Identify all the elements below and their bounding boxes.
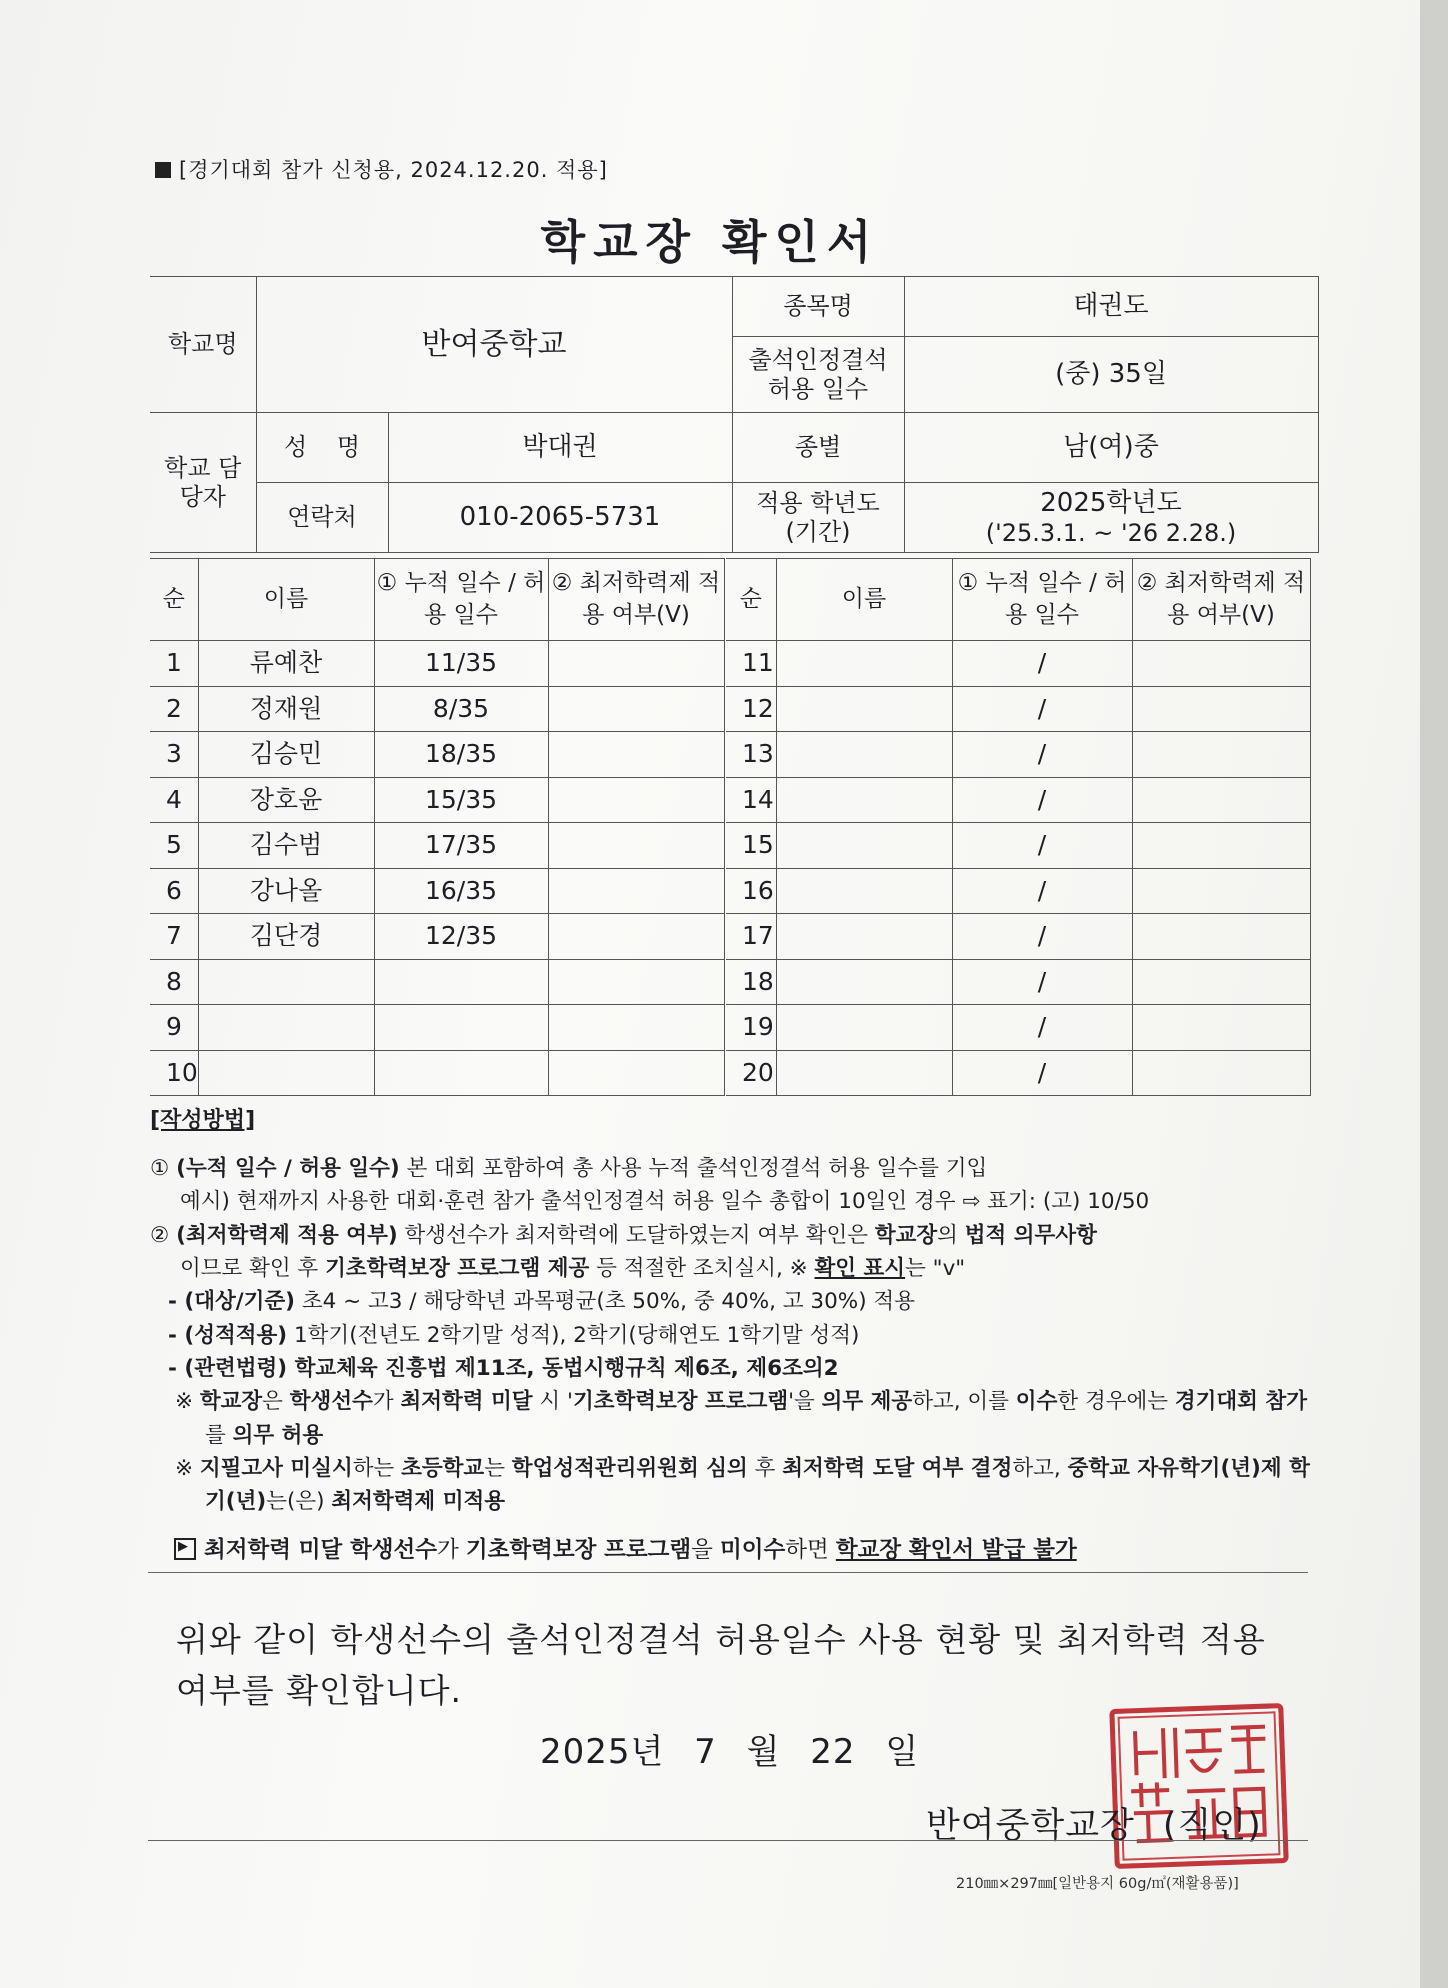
student-days: 18/35 xyxy=(374,732,548,778)
student-days: 8/35 xyxy=(374,686,548,732)
student-name: 정재원 xyxy=(198,686,374,732)
manager-name-label: 성 명 xyxy=(256,413,388,483)
student-row xyxy=(726,1005,1310,1051)
student-days: / xyxy=(952,686,1132,732)
instruction-1-example: 예시) 현재까지 사용한 대회·훈련 참가 출석인정결석 허용 일수 총합이 10일인 경우 ⇨ 표기: (고) 10/50 xyxy=(180,1189,1150,1215)
student-minimum-check xyxy=(1132,823,1310,869)
student-row xyxy=(726,777,1310,823)
student-table-left xyxy=(150,558,725,1096)
paper-spec: 210㎜×297㎜[일반용지 60g/㎡(재활용품)] xyxy=(956,1876,1239,1892)
square-bullet-icon xyxy=(155,162,171,178)
student-days: 12/35 xyxy=(374,914,548,960)
form-version-note: [경기대회 참가 신청용, 2024.12.20. 적용] xyxy=(155,154,608,184)
criteria-grades: - (성적적용) 1학기(전년도 2학기말 성적), 2학기(당해연도 1학기말 성적) xyxy=(168,1322,860,1348)
col-header-no: 순 xyxy=(150,559,198,641)
student-no: 5 xyxy=(150,823,198,869)
absence-days-label: 출석인정결석 허용 일수 xyxy=(732,337,904,413)
writing-instructions xyxy=(150,1104,1320,1567)
criteria-target: - (대상/기준) 초4 ~ 고3 / 해당학년 과목평균(초 50%, 중 40%, 고 30%) 적용 xyxy=(168,1289,915,1315)
student-row xyxy=(726,686,1310,732)
student-days: / xyxy=(952,959,1132,1005)
note-principal-duty: ※ 학교장은 학생선수가 최저학력 미달 시 '기초학력보장 프로그램'을 의무 제공하고, 이를 이수한 경우에는 경기대회 참가를 의무 허용 xyxy=(175,1389,1307,1448)
gender-value: 남(여)중 xyxy=(904,413,1318,483)
student-minimum-check xyxy=(548,686,724,732)
student-no: 14 xyxy=(726,777,776,823)
manager-label: 학교 담당자 xyxy=(150,413,256,553)
student-days: 17/35 xyxy=(374,823,548,869)
student-name xyxy=(198,1050,374,1096)
student-days: / xyxy=(952,914,1132,960)
student-row xyxy=(726,959,1310,1005)
student-name xyxy=(776,777,952,823)
student-name: 강나올 xyxy=(198,868,374,914)
instruction-1: ① (누적 일수 / 허용 일수) 본 대회 포함하여 총 사용 누적 출석인정결석 허용 일수를 기입 xyxy=(150,1156,988,1182)
student-name xyxy=(776,641,952,687)
student-no: 8 xyxy=(150,959,198,1005)
student-no: 13 xyxy=(726,732,776,778)
student-days: / xyxy=(952,1050,1132,1096)
student-row xyxy=(726,1050,1310,1096)
student-name xyxy=(776,732,952,778)
student-row xyxy=(726,641,1310,687)
student-row xyxy=(726,914,1310,960)
sport-label: 종목명 xyxy=(732,277,904,337)
col-header-days: ① 누적 일수 / 허용 일수 xyxy=(952,559,1132,641)
divider xyxy=(148,1572,1308,1573)
student-no: 18 xyxy=(726,959,776,1005)
student-row xyxy=(150,868,724,914)
school-year-value: 2025학년도 xyxy=(1040,487,1182,518)
instruction-2-cont: 이므로 확인 후 기초학력보장 프로그램 제공 등 적절한 조치실시, ※ 확인 표시는 "v" xyxy=(180,1256,966,1282)
student-no: 10 xyxy=(150,1050,198,1096)
school-name-label: 학교명 xyxy=(150,277,256,413)
school-year-cell xyxy=(904,483,1318,553)
student-row xyxy=(150,732,724,778)
student-row xyxy=(150,1005,724,1051)
student-minimum-check xyxy=(548,732,724,778)
confirmation-statement: 위와 같이 학생선수의 출석인정결석 허용일수 사용 현황 및 최저학력 적용 여부를 확인합니다. xyxy=(176,1620,1266,1711)
student-name xyxy=(776,823,952,869)
student-no: 3 xyxy=(150,732,198,778)
student-name: 장호윤 xyxy=(198,777,374,823)
absence-days-value: (중) 35일 xyxy=(904,337,1318,413)
student-minimum-check xyxy=(1132,641,1310,687)
instructions-title: [작성방법] xyxy=(150,1108,256,1133)
student-row xyxy=(150,823,724,869)
manager-name-value: 박대권 xyxy=(388,413,732,483)
student-days: 16/35 xyxy=(374,868,548,914)
student-row xyxy=(150,686,724,732)
student-days: 15/35 xyxy=(374,777,548,823)
student-minimum-check xyxy=(1132,959,1310,1005)
student-minimum-check xyxy=(548,914,724,960)
student-minimum-check xyxy=(1132,686,1310,732)
student-minimum-check xyxy=(548,823,724,869)
student-row xyxy=(150,959,724,1005)
seal-note: (직인) xyxy=(1162,1806,1262,1846)
student-no: 11 xyxy=(726,641,776,687)
contact-value: 010-2065-5731 xyxy=(388,483,732,553)
student-no: 19 xyxy=(726,1005,776,1051)
student-name xyxy=(776,1005,952,1051)
student-minimum-check xyxy=(548,1050,724,1096)
student-name: 김수범 xyxy=(198,823,374,869)
student-no: 16 xyxy=(726,868,776,914)
student-no: 15 xyxy=(726,823,776,869)
student-name xyxy=(776,686,952,732)
student-minimum-check xyxy=(548,868,724,914)
student-row xyxy=(726,868,1310,914)
student-name xyxy=(776,868,952,914)
student-no: 4 xyxy=(150,777,198,823)
school-year-period: ('25.3.1. ~ '26 2.28.) xyxy=(985,518,1237,547)
school-year-label: 적용 학년도 (기간) xyxy=(732,483,904,553)
footer-divider xyxy=(148,1840,1308,1841)
student-days xyxy=(374,959,548,1005)
student-row xyxy=(726,823,1310,869)
student-minimum-check xyxy=(1132,914,1310,960)
student-days: / xyxy=(952,777,1132,823)
signer-name: 반여중학교장 xyxy=(926,1806,1135,1846)
student-no: 2 xyxy=(150,686,198,732)
student-name xyxy=(776,914,952,960)
issue-date: 2025년 7 월 22 일 xyxy=(540,1732,920,1772)
student-name xyxy=(776,959,952,1005)
student-row xyxy=(150,914,724,960)
school-name-value: 반여중학교 xyxy=(256,277,732,413)
student-days xyxy=(374,1050,548,1096)
final-warning: ▶최저학력 미달 학생선수가 기초학력보장 프로그램을 미이수하면 학교장 확인서 발급 불가 xyxy=(150,1533,1320,1568)
col-header-days: ① 누적 일수 / 허용 일수 xyxy=(374,559,548,641)
student-minimum-check xyxy=(548,959,724,1005)
sport-value: 태권도 xyxy=(904,277,1318,337)
student-row xyxy=(150,777,724,823)
note-elementary: ※ 지필고사 미실시하는 초등학교는 학업성적관리위원회 심의 후 최저학력 도달 여부 결정하고, 중학교 자유학기(년)제 학기(년)는(은) 최저학력제 미적용 xyxy=(175,1455,1310,1515)
student-name: 김승민 xyxy=(198,732,374,778)
instruction-2: ② (최저학력제 적용 여부) 학생선수가 최저학력에 도달하였는지 여부 확인은 학교장의 법적 의무사항 xyxy=(150,1222,1097,1248)
student-row xyxy=(150,1050,724,1096)
student-minimum-check xyxy=(1132,777,1310,823)
student-days: / xyxy=(952,868,1132,914)
criteria-laws: - (관련법령) 학교체육 진흥법 제11조, 동법시행규칙 제6조, 제6조의2 xyxy=(168,1355,839,1381)
document-title: 학교장 확인서 xyxy=(540,215,880,269)
student-no: 9 xyxy=(150,1005,198,1051)
student-days: / xyxy=(952,823,1132,869)
student-name: 류예찬 xyxy=(198,641,374,687)
student-minimum-check xyxy=(548,641,724,687)
col-header-no: 순 xyxy=(726,559,776,641)
student-minimum-check xyxy=(1132,868,1310,914)
student-no: 1 xyxy=(150,641,198,687)
student-days: / xyxy=(952,641,1132,687)
contact-label: 연락처 xyxy=(256,483,388,553)
student-table-right xyxy=(726,558,1311,1096)
col-header-minimum: ② 최저학력제 적용 여부(V) xyxy=(1132,559,1310,641)
arrow-box-icon xyxy=(174,1538,196,1560)
student-name xyxy=(198,959,374,1005)
student-name: 김단경 xyxy=(198,914,374,960)
student-name xyxy=(198,1005,374,1051)
student-row xyxy=(150,641,724,687)
student-no: 7 xyxy=(150,914,198,960)
student-name xyxy=(776,1050,952,1096)
student-days: / xyxy=(952,1005,1132,1051)
student-no: 6 xyxy=(150,868,198,914)
student-no: 17 xyxy=(726,914,776,960)
student-days xyxy=(374,1005,548,1051)
student-days: 11/35 xyxy=(374,641,548,687)
student-no: 12 xyxy=(726,686,776,732)
student-minimum-check xyxy=(1132,732,1310,778)
student-minimum-check xyxy=(548,1005,724,1051)
col-header-name: 이름 xyxy=(776,559,952,641)
student-minimum-check xyxy=(1132,1050,1310,1096)
student-no: 20 xyxy=(726,1050,776,1096)
col-header-name: 이름 xyxy=(198,559,374,641)
student-days: / xyxy=(952,732,1132,778)
school-info-table xyxy=(150,276,1319,553)
col-header-minimum: ② 최저학력제 적용 여부(V) xyxy=(548,559,724,641)
student-minimum-check xyxy=(548,777,724,823)
student-row xyxy=(726,732,1310,778)
student-minimum-check xyxy=(1132,1005,1310,1051)
gender-label: 종별 xyxy=(732,413,904,483)
